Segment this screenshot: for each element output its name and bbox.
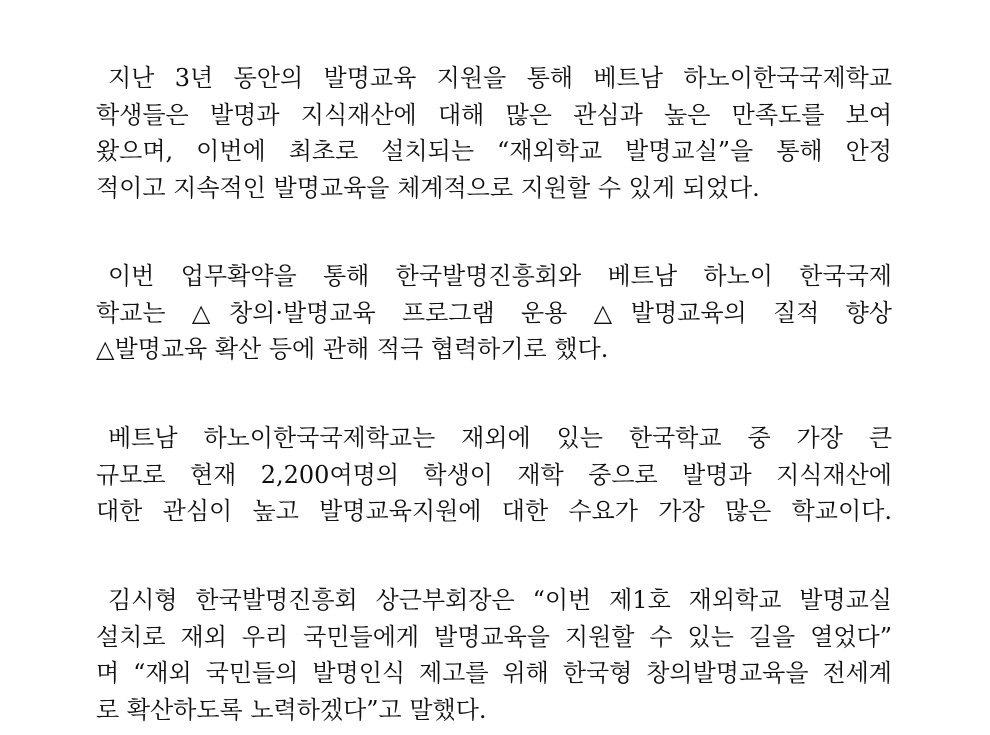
text-line: 로 확산하도록 노력하겠다”고 말했다. <box>96 695 487 724</box>
paragraph-2 <box>96 258 892 368</box>
text-line: 지난 3년 동안의 발명교육 지원을 통해 베트남 하노이한국국제학교 <box>108 64 892 92</box>
text-line: 며 “재외 국민들의 발명인식 제고를 위해 한국형 창의발명교육을 전세계 <box>96 659 892 687</box>
text-line: 학생들은 발명과 지식재산에 대해 많은 관심과 높은 만족도를 보여 <box>96 100 892 129</box>
paragraph-3 <box>96 420 892 530</box>
text-line: 적이고 지속적인 발명교육을 체계적으로 지원할 수 있게 되었다. <box>96 173 760 202</box>
text-line: 학교는 △창의·발명교육 프로그램 운용 △발명교육의 질적 향상 <box>96 298 892 327</box>
text-line: 베트남 하노이한국국제학교는 재외에 있는 한국학교 중 가장 큰 <box>108 424 892 452</box>
text-line: 김시형 한국발명진흥회 상근부회장은 “이번 제1호 재외학교 발명교실 <box>108 586 892 614</box>
paragraph-1 <box>96 60 892 206</box>
text-line: 왔으며, 이번에 최초로 설치되는 “재외학교 발명교실”을 통해 안정 <box>96 137 892 165</box>
text-line: 설치로 재외 우리 국민들에게 발명교육을 지원할 수 있는 길을 열었다” <box>96 622 892 651</box>
text-line: 규모로 현재 2,200여명의 학생이 재학 중으로 발명과 지식재산에 <box>96 460 892 489</box>
text-line: △발명교육 확산 등에 관해 적극 협력하기로 했다. <box>96 335 609 363</box>
paragraph-4 <box>96 582 892 728</box>
text-line: 대한 관심이 높고 발명교육지원에 대한 수요가 가장 많은 학교이다. <box>96 497 892 525</box>
text-line: 이번 업무확약을 통해 한국발명진흥회와 베트남 하노이 한국국제 <box>108 262 892 290</box>
